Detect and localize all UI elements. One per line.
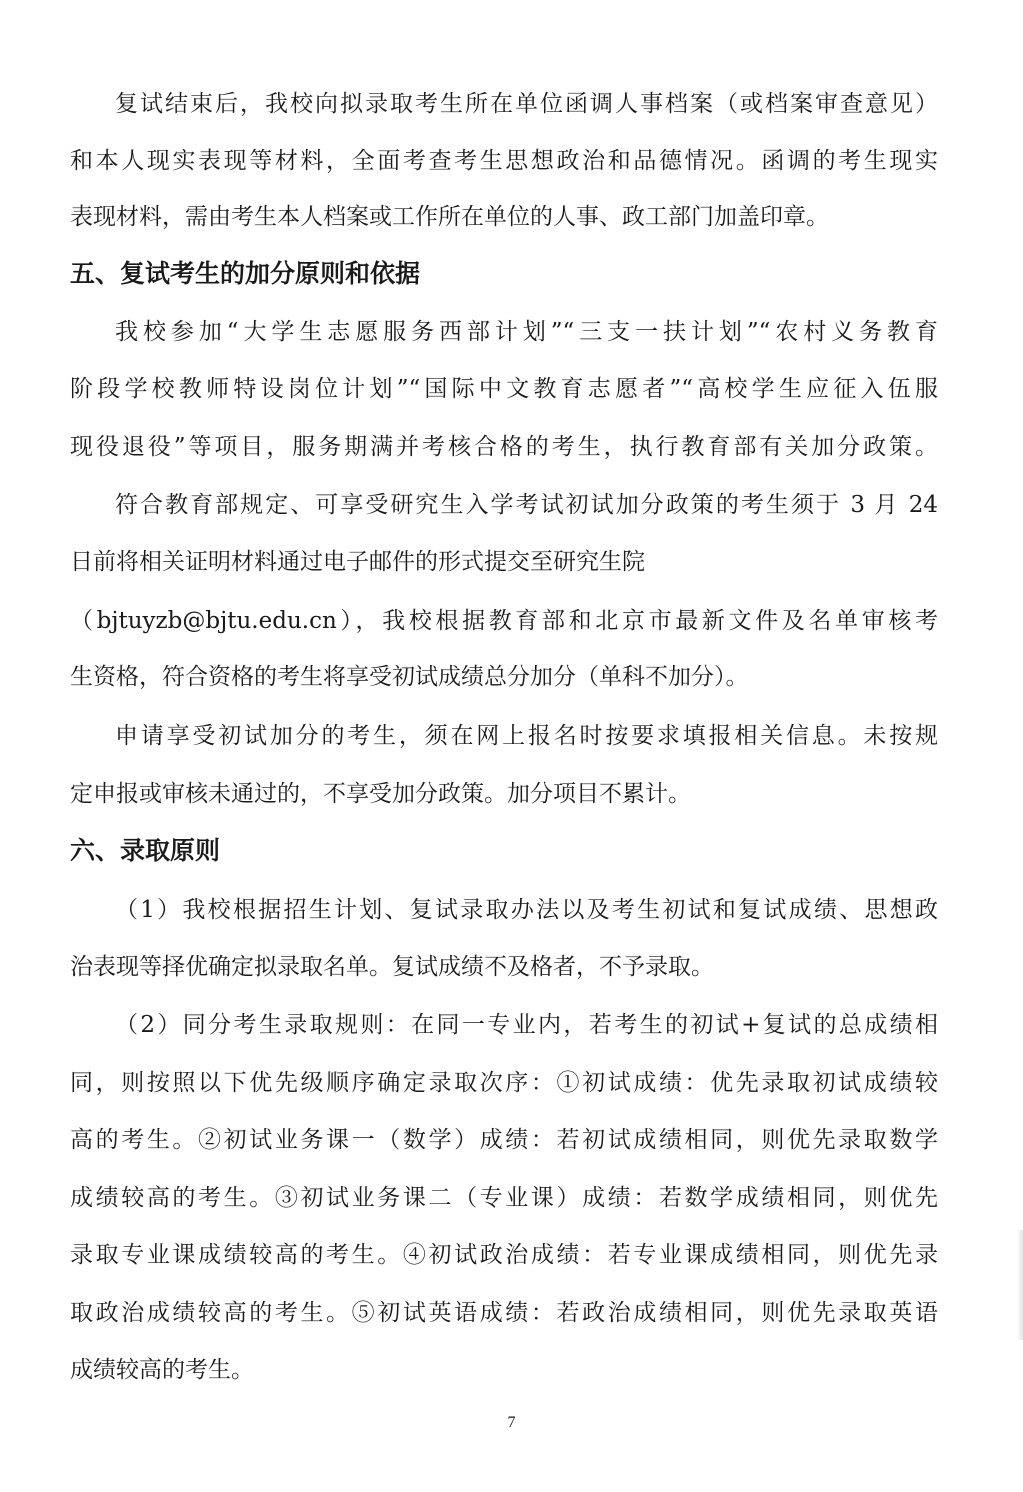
paragraph-line: 表现材料，需由考生本人档案或工作所在单位的人事、政工部门加盖印章。 [70, 204, 829, 230]
paragraph-line: 高的考生。②初试业务课一（数学）成绩：若初试成绩相同，则优先录取数学 [70, 1127, 938, 1153]
paragraph-line: 现役退役”等项目，服务期满并考核合格的考生，执行教育部有关加分政策。 [70, 434, 938, 460]
page-edge-shadow [1017, 1230, 1023, 1340]
paragraph-line: （bjtuyzb@bjtu.edu.cn），我校根据教育部和北京市最新文件及名单审核考 [70, 608, 938, 634]
paragraph-line: 符合教育部规定、可享受研究生入学考试初试加分政策的考生须于 3 月 24 [115, 492, 938, 518]
paragraph-line: 定申报或审核未通过的，不享受加分政策。加分项目不累计。 [70, 781, 691, 807]
paragraph-line: 日前将相关证明材料通过电子邮件的形式提交至研究生院 [70, 549, 645, 575]
page-number: 7 [507, 1414, 516, 1431]
paragraph-line: （1）我校根据招生计划、复试录取办法以及考生初试和复试成绩、思想政 [115, 897, 938, 923]
paragraph-line: 取政治成绩较高的考生。⑤初试英语成绩：若政治成绩相同，则优先录取英语 [70, 1300, 938, 1326]
paragraph-line: 成绩较高的考生。③初试业务课二（专业课）成绩：若数学成绩相同，则优先 [70, 1185, 938, 1211]
paragraph-line: 治表现等择优确定拟录取名单。复试成绩不及格者，不予录取。 [70, 954, 714, 980]
paragraph-line: 同，则按照以下优先级顺序确定录取次序：①初试成绩：优先录取初试成绩较 [70, 1070, 938, 1096]
paragraph-line: （2）同分考生录取规则：在同一专业内，若考生的初试+复试的总成绩相 [115, 1012, 938, 1038]
paragraph-line: 成绩较高的考生。 [70, 1357, 254, 1383]
paragraph-line: 申请享受初试加分的考生，须在网上报名时按要求填报相关信息。未按规 [115, 723, 938, 749]
section-heading: 五、复试考生的加分原则和依据 [70, 259, 421, 288]
paragraph-line: 生资格，符合资格的考生将享受初试成绩总分加分（单科不加分）。 [70, 664, 749, 690]
paragraph-line: 阶段学校教师特设岗位计划”“国际中文教育志愿者”“高校学生应征入伍服 [70, 376, 938, 402]
paragraph-line: 录取专业课成绩较高的考生。④初试政治成绩：若专业课成绩相同，则优先录 [70, 1242, 938, 1268]
paragraph-line: 我校参加“大学生志愿服务西部计划”“三支一扶计划”“农村义务教育 [115, 319, 938, 345]
section-heading: 六、录取原则 [70, 836, 221, 865]
paragraph-line: 复试结束后，我校向拟录取考生所在单位函调人事档案（或档案审查意见） [115, 91, 938, 117]
paragraph-line: 和本人现实表现等材料，全面考查考生思想政治和品德情况。函调的考生现实 [70, 148, 938, 174]
